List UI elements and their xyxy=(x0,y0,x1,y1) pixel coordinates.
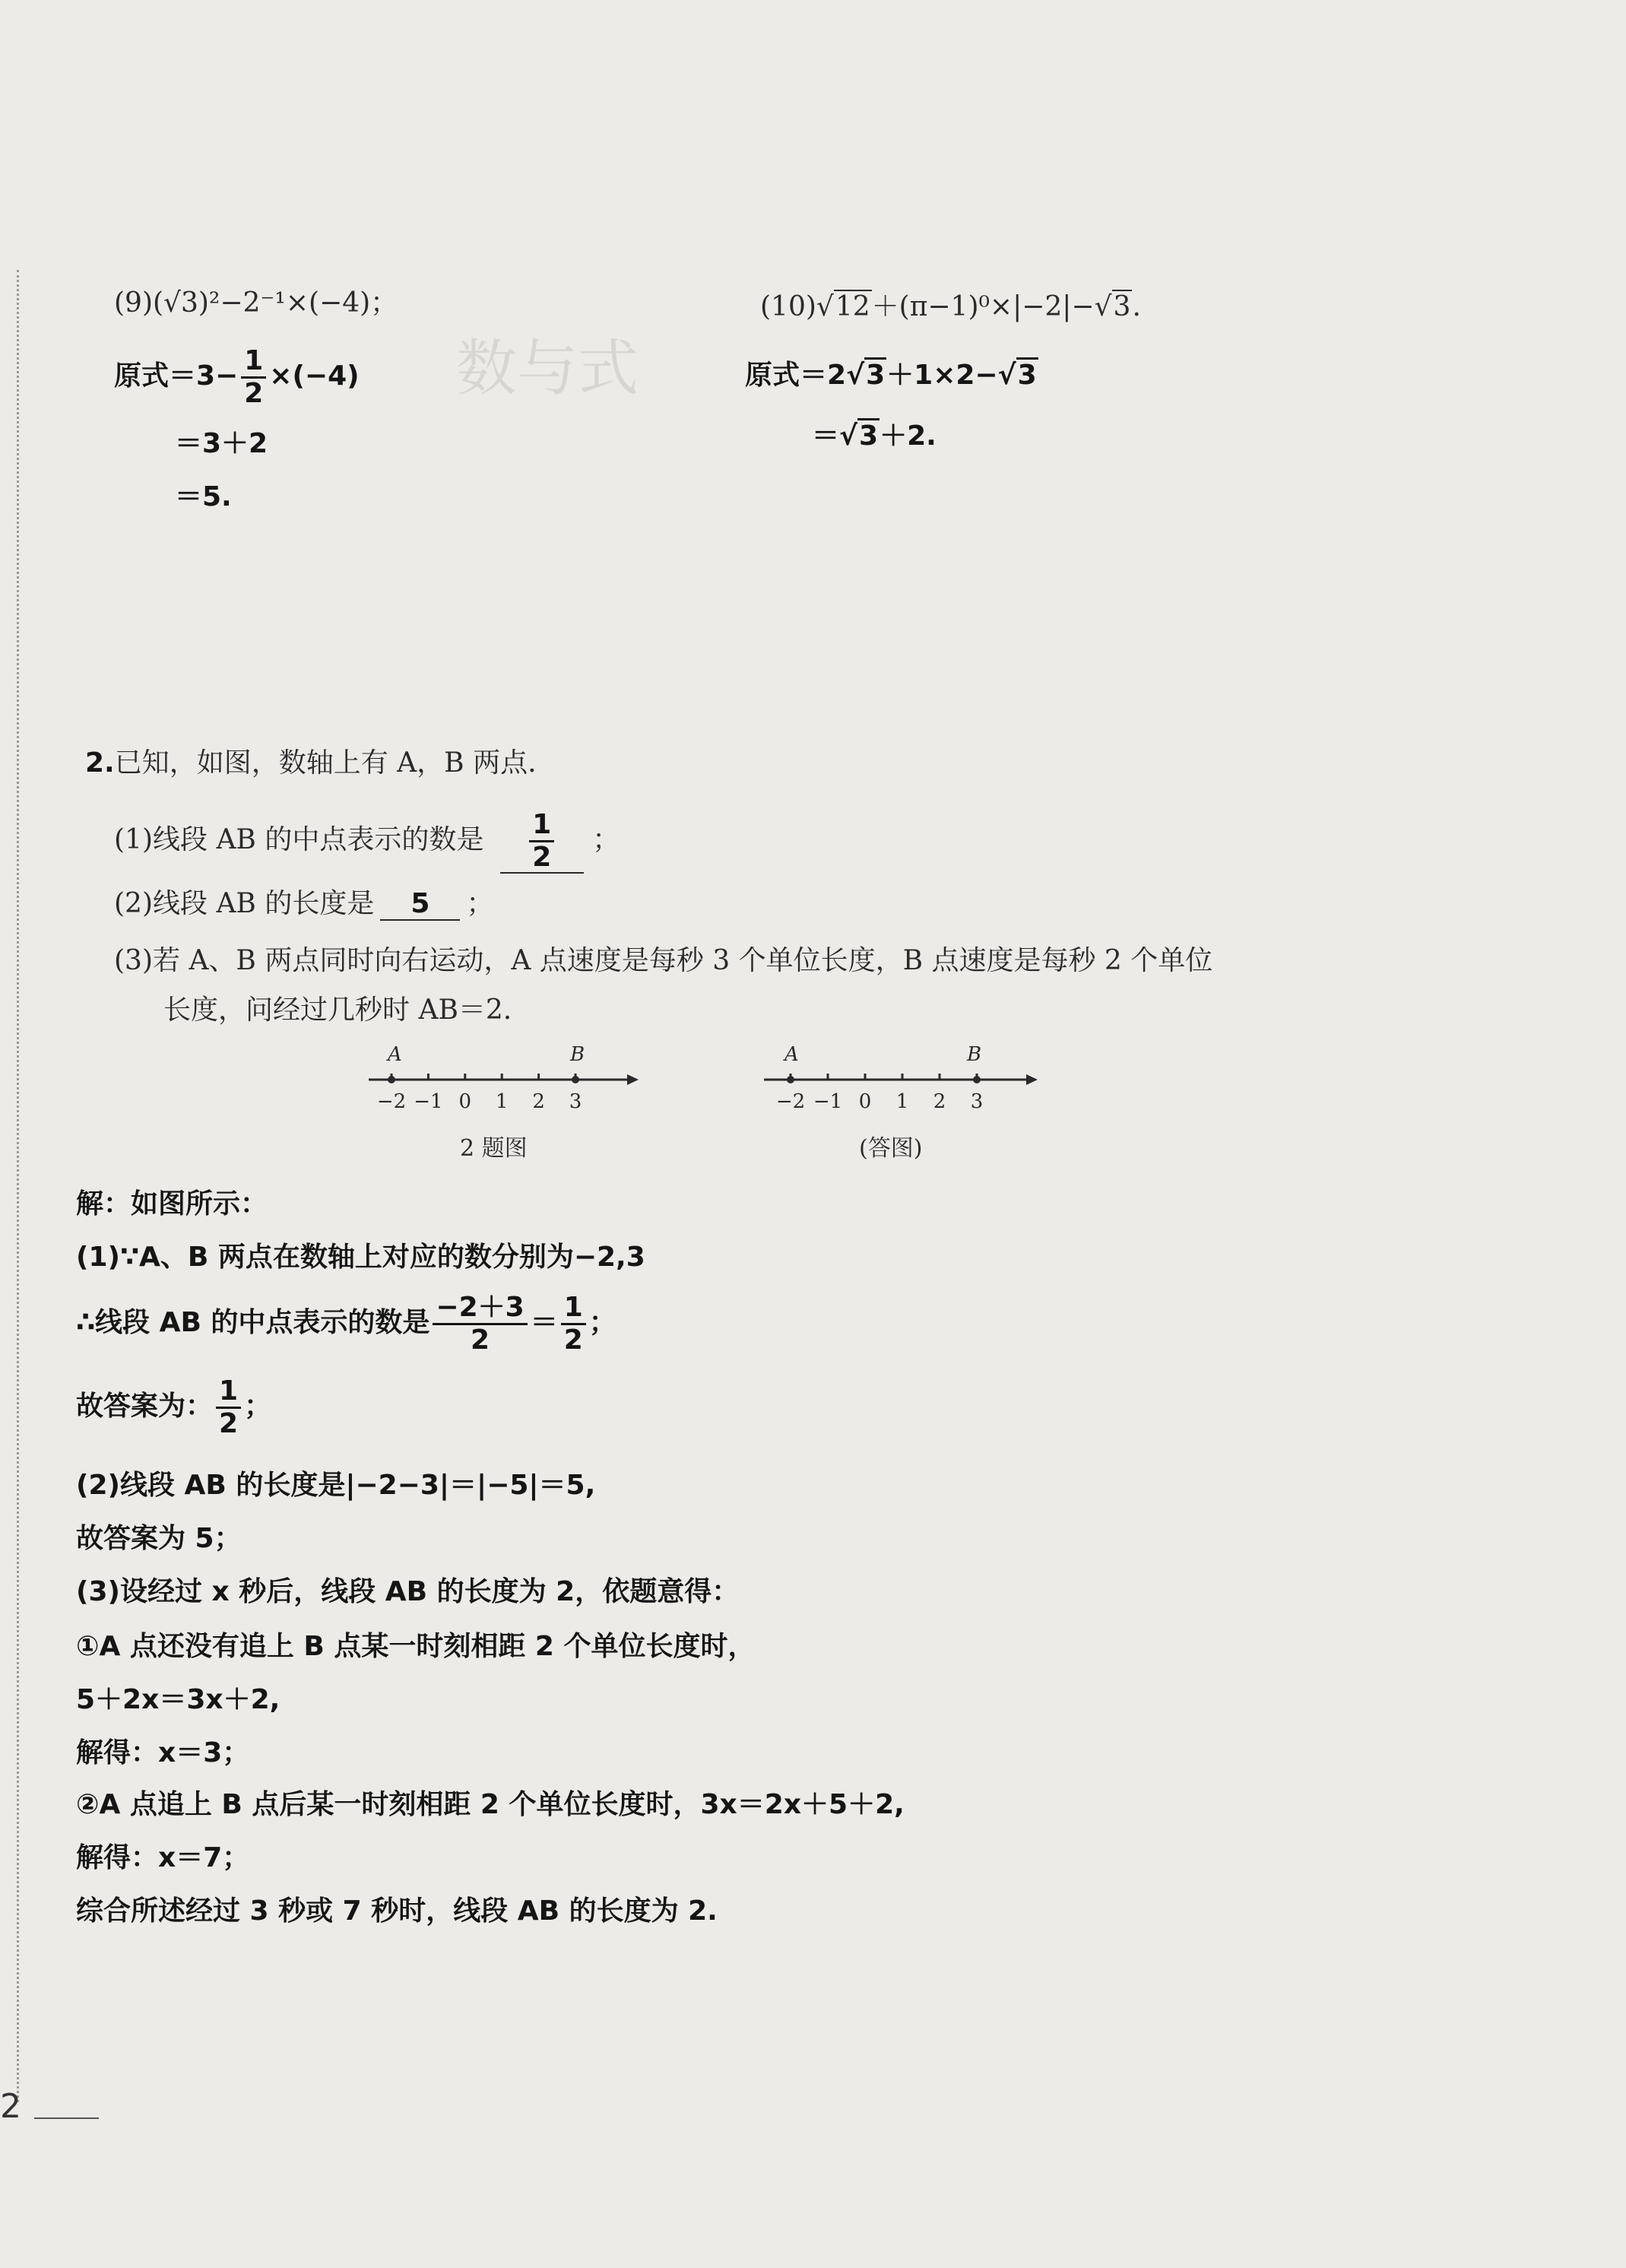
q10-answer-line2: ＝√3＋2. xyxy=(812,414,937,453)
solution-step4: (2)线段 AB 的长度是|−2−3|＝|−5|＝5, xyxy=(76,1470,596,1501)
axis-tick-label: 0 xyxy=(458,1090,472,1113)
solution-step6: (3)设经过 x 秒后，线段 AB 的长度为 2，依题意得： xyxy=(76,1576,740,1607)
number-line-figure xyxy=(365,1038,639,1121)
solution-step2: ∴线段 AB 的中点表示的数是 $\frac{-2+3}{2}$ ＝ $\frac{1}{2}$ ； xyxy=(76,1292,616,1356)
binding-margin xyxy=(17,270,19,2102)
problem2-part2: (2)线段 AB 的长度是 5 ； xyxy=(114,888,494,919)
solution-step8: 5＋2x＝3x＋2, xyxy=(76,1684,281,1715)
axis-tick-label: −2 xyxy=(775,1090,806,1113)
axis-arrow xyxy=(1026,1074,1038,1085)
answer-blank: $\frac{1}{2}$ xyxy=(500,810,584,874)
problem2-part1: (1)线段 AB 的中点表示的数是 $\frac{1}{2}$ ； xyxy=(114,809,620,873)
problem2-part3-line2: 长度，问经过几秒时 AB＝2. xyxy=(163,994,512,1026)
problem2-stem: 2.已知，如图，数轴上有 A，B 两点. xyxy=(85,747,537,779)
question-9: (9)(√3)²−2⁻¹×(−4)； xyxy=(114,287,398,319)
point-a-label: A xyxy=(388,1043,402,1066)
solution-step11: 解得：x＝7； xyxy=(76,1842,250,1873)
solution-step9: 解得：x＝3； xyxy=(76,1737,250,1768)
q9-answer-line1: 原式＝3− $\frac{1}{2}$ ×(−4) xyxy=(114,345,360,409)
q10-answer-line1: 原式＝2√3＋1×2−√3 xyxy=(745,354,1038,392)
axis-tick-label: −2 xyxy=(376,1090,407,1113)
page-number: 2 xyxy=(0,2087,21,2126)
point-b-label: B xyxy=(967,1043,982,1066)
solution-intro: 解：如图所示： xyxy=(76,1188,268,1220)
axis-tick-label: −1 xyxy=(813,1090,843,1113)
problem2-part3-line1: (3)若 A、B 两点同时向右运动，A 点速度是每秒 3 个单位长度，B 点速度是每秒 2 个单位 xyxy=(114,945,1213,976)
axis-tick-label: 2 xyxy=(532,1090,545,1113)
number-line-answer-figure xyxy=(760,1038,1041,1121)
fraction: $\frac{1}{2}$ xyxy=(241,346,266,408)
axis-tick-label: 2 xyxy=(933,1090,946,1113)
axis-tick-label: 1 xyxy=(895,1090,909,1113)
axis-arrow xyxy=(627,1074,639,1085)
axis-tick-label: 0 xyxy=(858,1090,872,1113)
answer-blank: 5 xyxy=(380,888,460,921)
bleed-through: 数与式 xyxy=(456,333,639,404)
axis-tick-label: −1 xyxy=(414,1090,443,1113)
axis-tick-label: 3 xyxy=(569,1090,582,1113)
axis-tick-label: 3 xyxy=(970,1090,984,1113)
axis-tick-label: 1 xyxy=(495,1090,509,1113)
point-a-label: A xyxy=(784,1043,799,1066)
point-b-label: B xyxy=(570,1043,585,1066)
figure-caption-answer: (答图) xyxy=(859,1135,923,1162)
solution-step7: ①A 点还没有追上 B 点某一时刻相距 2 个单位长度时， xyxy=(76,1631,756,1662)
solution-step5: 故答案为 5； xyxy=(76,1523,242,1554)
figure-caption: 2 题图 xyxy=(460,1135,528,1162)
solution-step3: 故答案为： $\frac{1}{2}$ ； xyxy=(76,1375,272,1439)
solution-step1: (1)∵A、B 两点在数轴上对应的数分别为−2,3 xyxy=(76,1242,645,1273)
q9-answer-line2: ＝3＋2 xyxy=(175,428,268,459)
q9-answer-line3: ＝5. xyxy=(175,481,232,512)
page-number-rule xyxy=(34,2117,99,2119)
question-10: (10)√12＋(π−1)⁰×|−2|−√3. xyxy=(760,291,1141,322)
solution-conclusion: 综合所述经过 3 秒或 7 秒时，线段 AB 的长度为 2. xyxy=(76,1895,718,1927)
solution-step10: ②A 点追上 B 点后某一时刻相距 2 个单位长度时，3x＝2x＋5＋2, xyxy=(76,1789,905,1820)
